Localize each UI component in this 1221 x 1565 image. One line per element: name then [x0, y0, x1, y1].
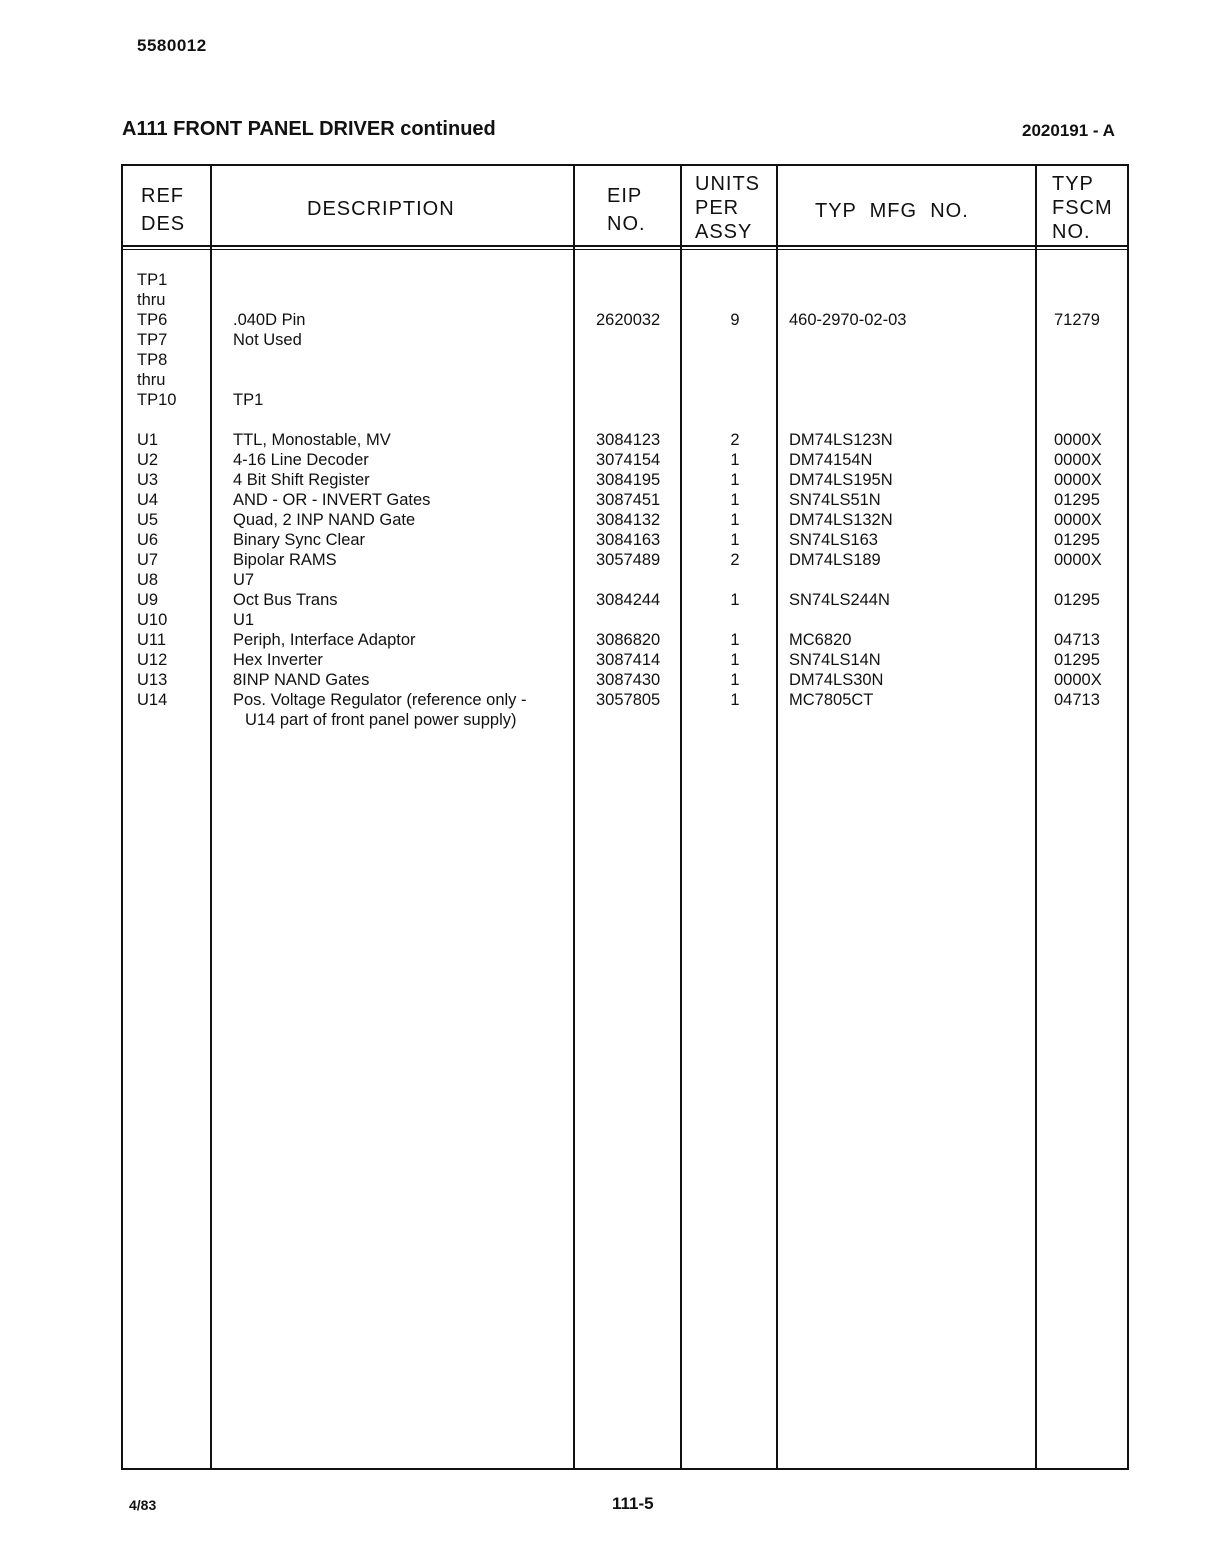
ref-des-cell: TP1	[137, 271, 168, 289]
ref-des-cell: U12	[137, 651, 168, 669]
description-cell: 4 Bit Shift Register	[233, 471, 370, 489]
document-number: 5580012	[137, 36, 207, 55]
ref-des-cell: TP10	[137, 391, 177, 409]
footer-page-number: 111-5	[612, 1494, 654, 1513]
ref-des-cell: U3	[137, 471, 159, 489]
column-divider	[210, 164, 212, 1470]
units-cell: 1	[730, 591, 740, 609]
fscm-no-cell	[1054, 370, 1102, 390]
units-cell	[720, 390, 750, 410]
eip-no-cell: 3084244	[596, 591, 661, 609]
units-cell: 2	[730, 431, 740, 449]
units-cell	[720, 570, 750, 590]
ref-des-cell: TP6	[137, 311, 168, 329]
description-cell: AND - OR - INVERT Gates	[233, 491, 431, 509]
fscm-no-cell	[1054, 410, 1102, 430]
mfg-no-cell: DM74LS132N	[789, 511, 893, 529]
eip-no-cell: 3087414	[596, 651, 661, 669]
description-cell: Oct Bus Trans	[233, 591, 338, 609]
fscm-no-cell: 01295	[1054, 651, 1100, 669]
description-cell: 8INP NAND Gates	[233, 671, 370, 689]
column-divider	[573, 164, 575, 1470]
units-cell: 9	[730, 311, 740, 329]
ref-des-cell: U13	[137, 671, 168, 689]
units-cell: 1	[730, 671, 740, 689]
units-cell	[720, 410, 750, 430]
description-cell: Not Used	[233, 331, 302, 349]
fscm-no-cell	[1054, 330, 1102, 350]
column-units-per-assy	[720, 310, 750, 730]
column-divider	[680, 164, 682, 1470]
eip-no-cell: 3084123	[596, 431, 661, 449]
description-cell: Binary Sync Clear	[233, 531, 366, 549]
ref-des-cell	[137, 410, 176, 430]
column-typ-fscm-no	[1054, 310, 1102, 730]
header-rule	[121, 245, 1129, 250]
eip-no-cell	[596, 410, 660, 430]
fscm-no-cell: 01295	[1054, 531, 1100, 549]
fscm-no-cell: 0000X	[1054, 671, 1102, 689]
eip-no-cell	[596, 390, 660, 410]
units-cell: 1	[730, 511, 740, 529]
description-cell	[233, 410, 527, 430]
form-number: 2020191 - A	[1022, 121, 1115, 140]
fscm-no-cell: 04713	[1054, 691, 1100, 709]
units-cell: 1	[730, 491, 740, 509]
mfg-no-cell: MC6820	[789, 631, 852, 649]
column-eip-no	[596, 310, 660, 730]
fscm-no-cell	[1054, 710, 1102, 730]
eip-no-cell: 3087451	[596, 491, 661, 509]
mfg-no-cell: DM74LS195N	[789, 471, 893, 489]
units-cell: 1	[730, 471, 740, 489]
mfg-no-cell	[789, 330, 906, 350]
eip-no-cell: 3057805	[596, 691, 661, 709]
description-cell	[233, 350, 527, 370]
description-cell	[233, 370, 527, 390]
eip-no-cell	[596, 710, 660, 730]
eip-no-cell	[596, 370, 660, 390]
description-cell: Bipolar RAMS	[233, 551, 337, 569]
description-cell: 4-16 Line Decoder	[233, 451, 369, 469]
mfg-no-cell: SN74LS163	[789, 531, 878, 549]
column-ref-des	[137, 270, 176, 730]
eip-no-cell	[596, 350, 660, 370]
ref-des-cell: U8	[137, 571, 159, 589]
header-typ-mfg-no: TYP MFG NO.	[815, 200, 969, 222]
units-cell	[720, 710, 750, 730]
mfg-no-cell: DM74154N	[789, 451, 873, 469]
fscm-no-cell: 0000X	[1054, 431, 1102, 449]
fscm-no-cell: 0000X	[1054, 551, 1102, 569]
fscm-no-cell: 0000X	[1054, 471, 1102, 489]
mfg-no-cell	[789, 390, 906, 410]
eip-no-cell	[596, 610, 660, 630]
description-cell: U1	[233, 611, 255, 629]
mfg-no-cell: SN74LS14N	[789, 651, 881, 669]
units-cell: 1	[730, 451, 740, 469]
ref-des-cell: TP8	[137, 351, 168, 369]
units-cell: 1	[730, 531, 740, 549]
mfg-no-cell	[789, 610, 906, 630]
fscm-no-cell	[1054, 570, 1102, 590]
ref-des-cell: U7	[137, 551, 159, 569]
eip-no-cell	[596, 570, 660, 590]
mfg-no-cell	[789, 370, 906, 390]
mfg-no-cell: DM74LS189	[789, 551, 881, 569]
eip-no-cell: 3086820	[596, 631, 661, 649]
header-typ-fscm-no: TYP FSCM NO.	[1052, 173, 1113, 243]
eip-no-cell: 3084195	[596, 471, 661, 489]
ref-des-cell: U14	[137, 691, 168, 709]
description-cell: Pos. Voltage Regulator (reference only -	[233, 691, 527, 709]
eip-no-cell: 2620032	[596, 311, 661, 329]
units-cell: 1	[730, 691, 740, 709]
header-ref-des: REF DES	[141, 185, 186, 235]
units-cell	[720, 350, 750, 370]
eip-no-cell: 3084132	[596, 511, 661, 529]
description-cell: Periph, Interface Adaptor	[233, 631, 416, 649]
ref-des-cell: U9	[137, 591, 159, 609]
description-cell: U14 part of front panel power supply)	[245, 711, 517, 729]
fscm-no-cell	[1054, 610, 1102, 630]
column-description	[233, 310, 527, 730]
section-title: A111 FRONT PANEL DRIVER continued	[122, 118, 496, 140]
fscm-no-cell: 01295	[1054, 491, 1100, 509]
fscm-no-cell	[1054, 390, 1102, 410]
eip-no-cell: 3084163	[596, 531, 661, 549]
fscm-no-cell: 04713	[1054, 631, 1100, 649]
header-description: DESCRIPTION	[307, 198, 455, 220]
eip-no-cell: 3074154	[596, 451, 661, 469]
column-divider	[776, 164, 778, 1470]
eip-no-cell: 3087430	[596, 671, 661, 689]
ref-des-cell: thru	[137, 371, 166, 389]
ref-des-cell: U4	[137, 491, 159, 509]
ref-des-cell	[137, 710, 176, 730]
fscm-no-cell	[1054, 350, 1102, 370]
units-cell: 1	[730, 651, 740, 669]
description-cell: .040D Pin	[233, 311, 306, 329]
description-cell: U7	[233, 571, 255, 589]
description-cell: TP1	[233, 391, 264, 409]
column-divider	[1035, 164, 1037, 1470]
ref-des-cell: U6	[137, 531, 159, 549]
ref-des-cell: U10	[137, 611, 168, 629]
ref-des-cell: U1	[137, 431, 159, 449]
mfg-no-cell: DM74LS123N	[789, 431, 893, 449]
mfg-no-cell	[789, 710, 906, 730]
ref-des-cell: TP7	[137, 331, 168, 349]
column-typ-mfg-no	[789, 310, 906, 730]
mfg-no-cell	[789, 410, 906, 430]
mfg-no-cell: MC7805CT	[789, 691, 874, 709]
ref-des-cell: U2	[137, 451, 159, 469]
description-cell: Hex Inverter	[233, 651, 323, 669]
mfg-no-cell	[789, 350, 906, 370]
mfg-no-cell: SN74LS51N	[789, 491, 881, 509]
ref-des-cell: U5	[137, 511, 159, 529]
description-cell: TTL, Monostable, MV	[233, 431, 391, 449]
fscm-no-cell: 0000X	[1054, 451, 1102, 469]
footer-date: 4/83	[129, 1497, 157, 1513]
units-cell	[720, 330, 750, 350]
units-cell	[720, 370, 750, 390]
ref-des-cell: thru	[137, 291, 166, 309]
mfg-no-cell	[789, 570, 906, 590]
header-units-per-assy: UNITS PER ASSY	[695, 173, 760, 243]
mfg-no-cell: DM74LS30N	[789, 671, 884, 689]
units-cell: 1	[730, 631, 740, 649]
header-eip-no: EIP NO.	[607, 185, 646, 235]
fscm-no-cell: 71279	[1054, 311, 1100, 329]
mfg-no-cell: SN74LS244N	[789, 591, 890, 609]
eip-no-cell	[596, 330, 660, 350]
fscm-no-cell: 01295	[1054, 591, 1100, 609]
eip-no-cell: 3057489	[596, 551, 661, 569]
ref-des-cell: U11	[137, 631, 167, 649]
fscm-no-cell: 0000X	[1054, 511, 1102, 529]
description-cell: Quad, 2 INP NAND Gate	[233, 511, 416, 529]
units-cell	[720, 610, 750, 630]
mfg-no-cell: 460-2970-02-03	[789, 311, 907, 329]
units-cell: 2	[730, 551, 740, 569]
